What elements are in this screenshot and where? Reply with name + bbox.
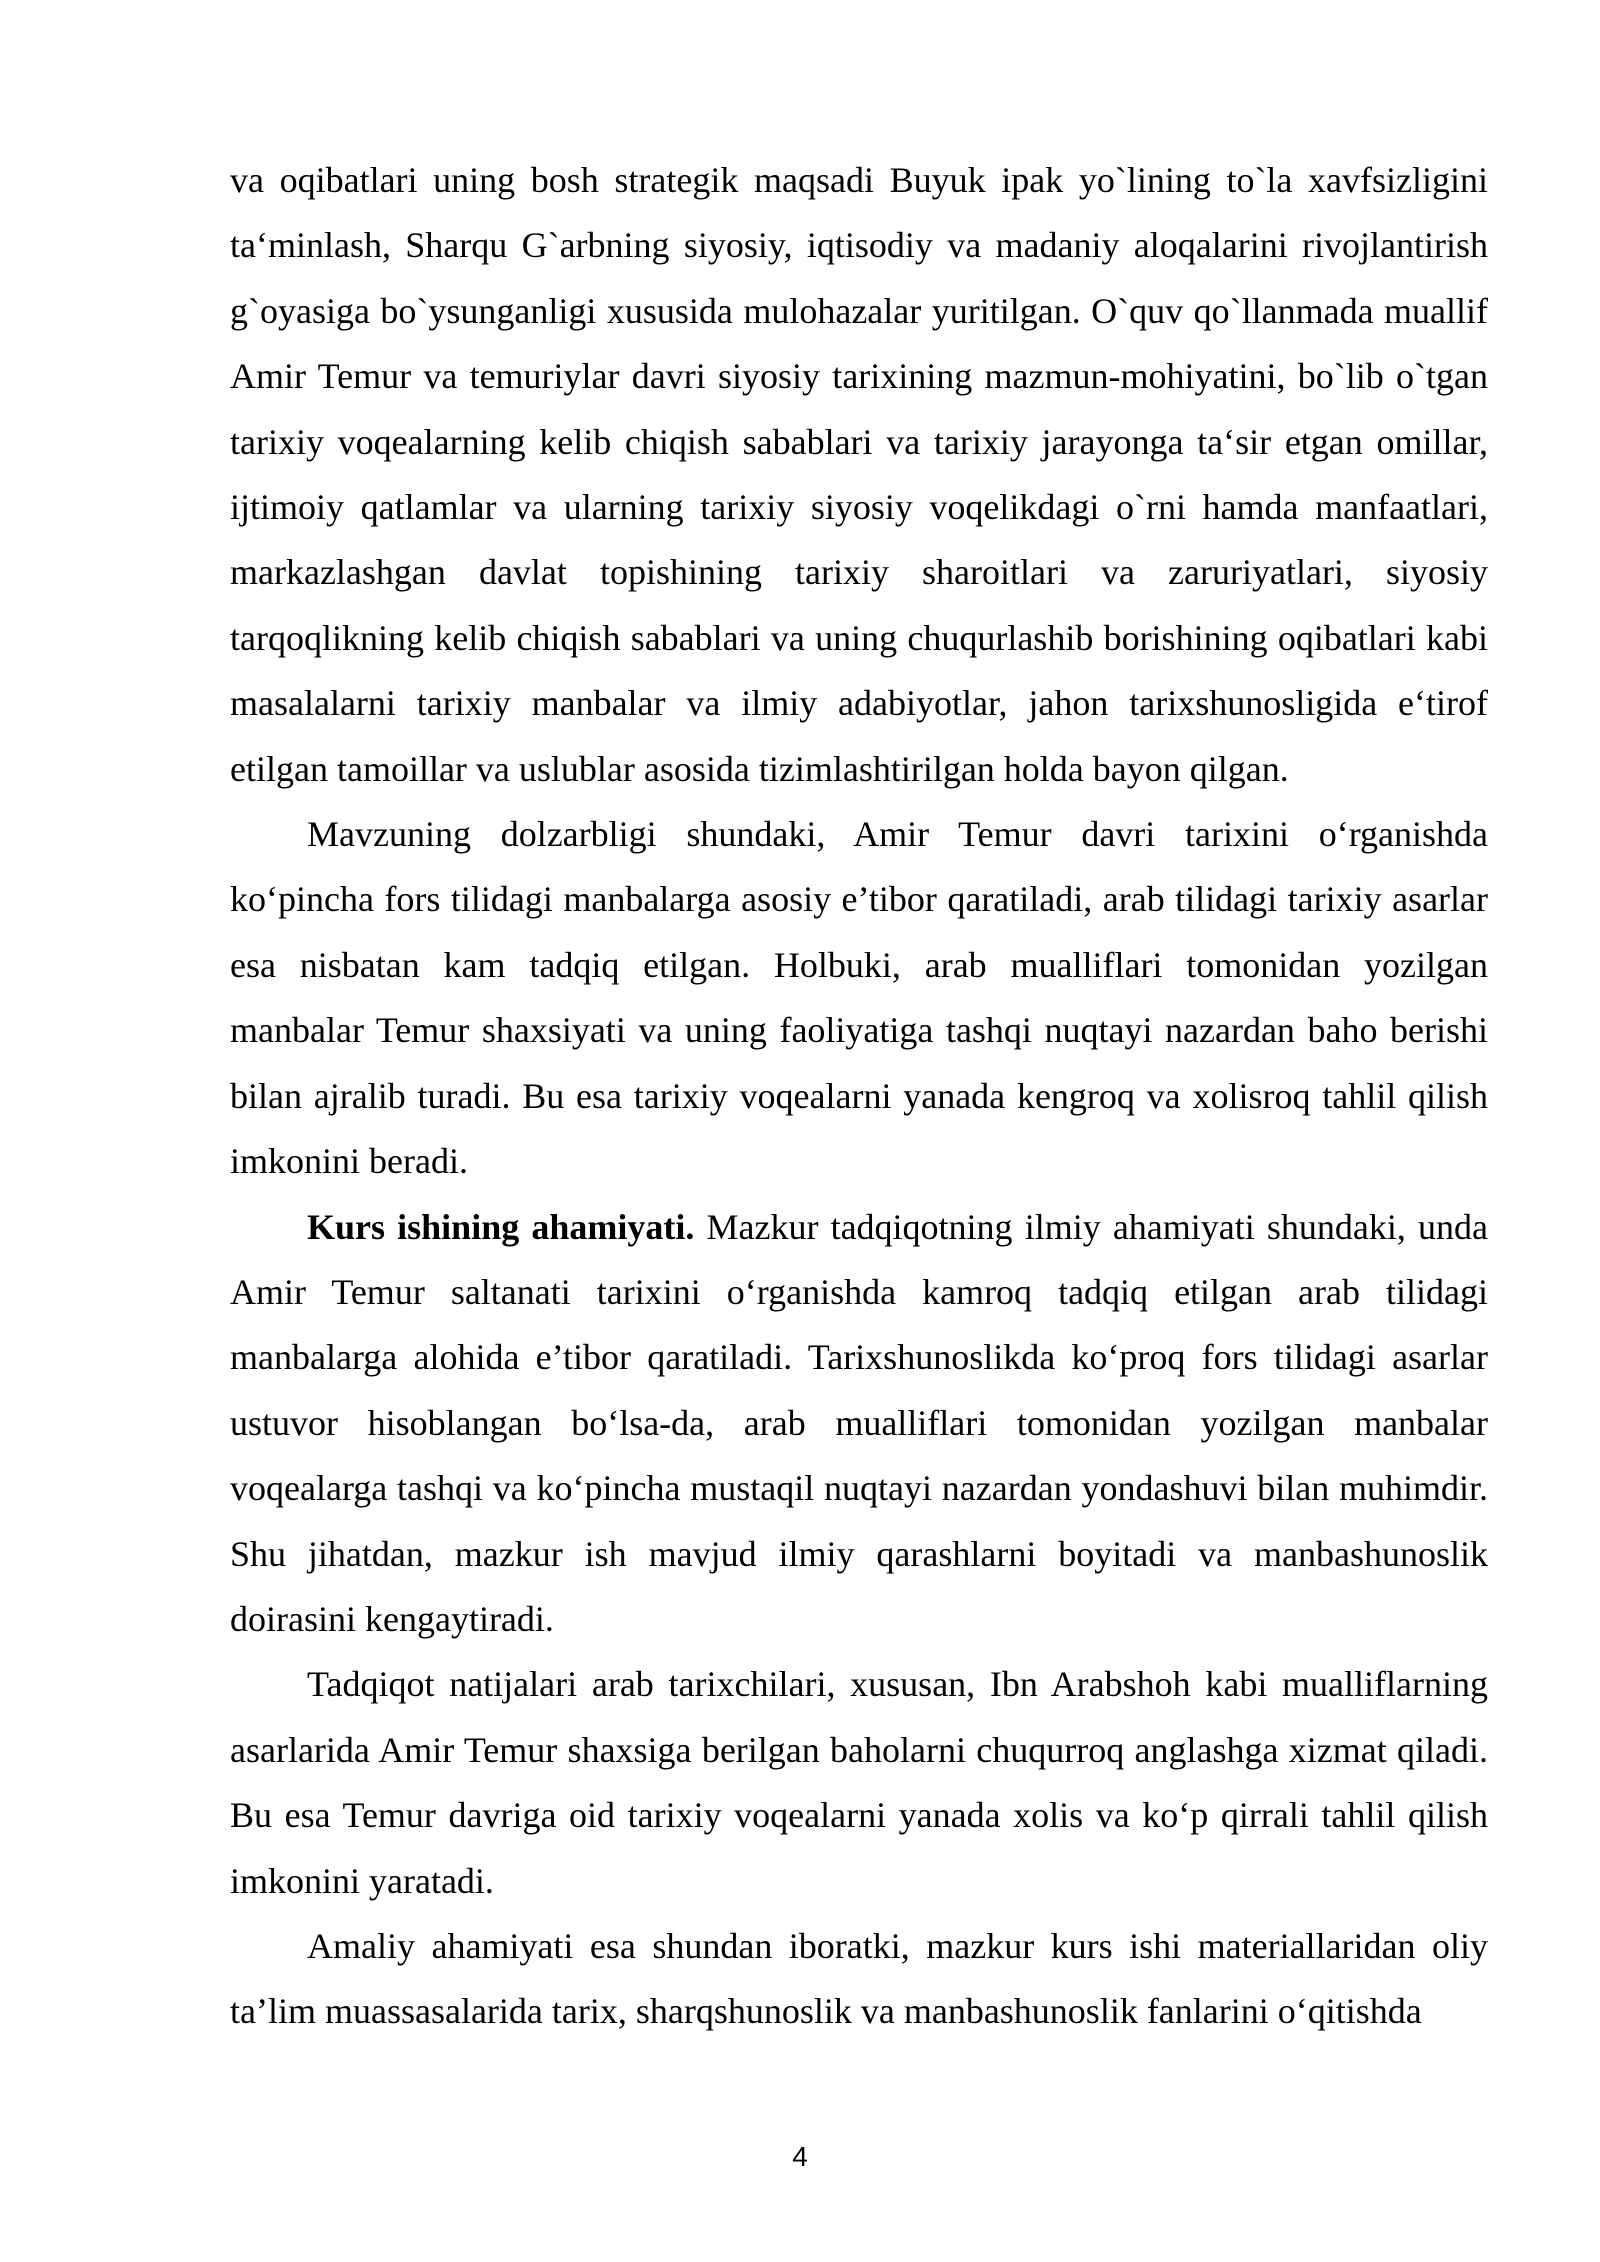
paragraph-practical [230, 1914, 1488, 2045]
page-number: 4 [792, 2141, 808, 2172]
document-page [230, 148, 1488, 2045]
paragraph-bold-heading: Kurs ishining ahamiyati. [307, 1206, 695, 1247]
paragraph-text: Mazkur tadqiqotning ilmiy ahamiyati shundaki, unda Amir Temur saltanati tarixini oʻrganishda kamroq tadqiq etilgan arab tilidagi manbalarga alohida e’tibor qaratiladi. Tarixshunoslikda koʻproq fors tilidagi asarlar ustuvor hisoblangan boʻlsa-da, arab mualliflari tomonidan yozilgan manbalar voqealarga tashqi va koʻpincha mustaqil nuqtayi nazardan yondashuvi bilan muhimdir. Shu jihatdan, mazkur ish mavjud ilmiy qarashlarni boyitadi va manbashunoslik doirasini kengaytiradi. [230, 1206, 1488, 1639]
paragraph-relevance [230, 802, 1488, 1194]
paragraph-text: Amaliy ahamiyati esa shundan iboratki, mazkur kurs ishi materiallaridan oliy ta’lim muassasalarida tarix, sharqshunoslik va manbashunoslik fanlarini oʻqitishda [230, 1925, 1488, 2032]
paragraph-significance [230, 1195, 1488, 1653]
paragraph-results [230, 1652, 1488, 1914]
paragraph-continued-intro [230, 148, 1488, 802]
paragraph-text: Mavzuning dolzarbligi shundaki, Amir Temur davri tarixini oʻrganishda koʻpincha fors tilidagi manbalarga asosiy e’tibor qaratiladi, arab tilidagi tarixiy asarlar esa nisbatan kam tadqiq etilgan. Holbuki, arab mualliflari tomonidan yozilgan manbalar Temur shaxsiyati va uning faoliyatiga tashqi nuqtayi nazardan baho berishi bilan ajralib turadi. Bu esa tarixiy voqealarni yanada kengroq va xolisroq tahlil qilish imkonini beradi. [230, 814, 1488, 1182]
paragraph-text: va oqibatlari uning bosh strategik maqsadi Buyuk ipak yo`lining to`la xavfsizligini taʻminlash, Sharqu G`arbning siyosiy, iqtisodiy va madaniy aloqalarini rivojlantirish g`oyasiga bo`ysunganligi xususida mulohazalar yuritilgan. O`quv qo`llanmada muallif Amir Temur va temuriylar davri siyosiy tarixining mazmun-mohiyatini, bo`lib o`tgan tarixiy voqealarning kelib chiqish sabablari va tarixiy jarayonga taʻsir etgan omillar, ijtimoiy qatlamlar va ularning tarixiy siyosiy voqelikdagi o`rni hamda manfaatlari, markazlashgan davlat topishining tarixiy sharoitlari va zaruriyatlari, siyosiy tarqoqlikning kelib chiqish sabablari va uning chuqurlashib borishining oqibatlari kabi masalalarni tarixiy manbalar va ilmiy adabiyotlar, jahon tarixshunosligida eʻtirof etilgan tamoillar va uslublar asosida tizimlashtirilgan holda bayon qilgan. [230, 160, 1488, 789]
paragraph-text: Tadqiqot natijalari arab tarixchilari, xususan, Ibn Arabshoh kabi mualliflarning asarlarida Amir Temur shaxsiga berilgan baholarni chuqurroq anglashga xizmat qiladi. Bu esa Temur davriga oid tarixiy voqealarni yanada xolis va koʻp qirrali tahlil qilish imkonini yaratadi. [230, 1664, 1488, 1901]
